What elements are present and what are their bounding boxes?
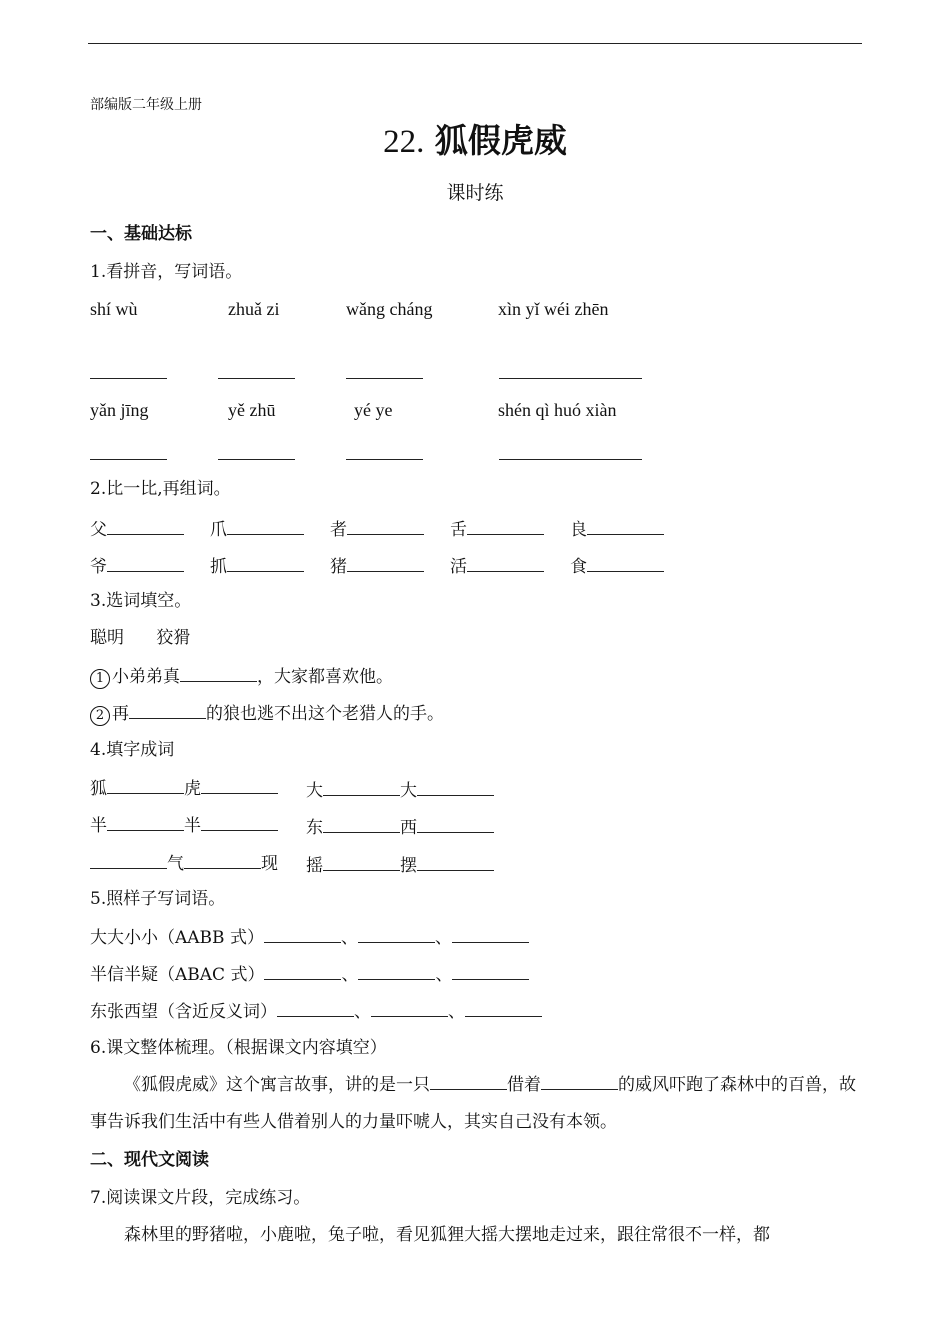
title-text: 狐假虎威 bbox=[434, 121, 567, 160]
header-rule bbox=[88, 43, 862, 44]
compare-item: 爪 bbox=[210, 515, 304, 540]
q3-word-choices: 聪明 狡猾 bbox=[90, 628, 191, 648]
answer-blank[interactable] bbox=[541, 1072, 618, 1090]
answer-blank[interactable] bbox=[90, 851, 167, 869]
answer-blank[interactable] bbox=[347, 517, 424, 535]
answer-blank[interactable] bbox=[465, 999, 542, 1017]
answer-blank[interactable] bbox=[264, 962, 341, 980]
answer-blank[interactable] bbox=[107, 776, 184, 794]
answer-blank[interactable] bbox=[358, 925, 435, 943]
pinyin-8: shén qì huó xiàn bbox=[498, 400, 617, 420]
q4-row-3: 气 现 bbox=[90, 851, 278, 875]
q6-paragraph: 《狐假虎威》这个寓言故事，讲的是一只 借着 的威风吓跑了森林中的百兽，故事告诉我们生活中有些人借着别人的力量吓唬人，其实自己没有本领。 bbox=[90, 1067, 862, 1141]
answer-blank[interactable] bbox=[430, 1072, 507, 1090]
q6-label: 6.课文整体梳理。（根据课文内容填空） bbox=[90, 1038, 387, 1058]
pinyin-3: wǎng cháng bbox=[346, 299, 433, 319]
q5-item-3: 东张西望（含近反义词） 、 、 bbox=[90, 999, 542, 1023]
q3-item-2: 2 再 的狼也逃不出这个老猎人的手。 bbox=[90, 701, 444, 726]
page-subtitle: 课时练 bbox=[446, 182, 504, 204]
section1-heading: 一、基础达标 bbox=[90, 224, 192, 244]
answer-blank[interactable] bbox=[323, 815, 400, 833]
compare-item: 父 bbox=[90, 515, 184, 540]
answer-blank[interactable] bbox=[346, 459, 423, 460]
compare-item: 舌 bbox=[450, 515, 544, 540]
answer-blank[interactable] bbox=[201, 813, 278, 831]
page-title bbox=[0, 120, 950, 163]
answer-blank[interactable] bbox=[346, 378, 423, 379]
q3-item-1: 1 小弟弟真 ，大家都喜欢他。 bbox=[90, 664, 393, 689]
q7-label: 7.阅读课文片段，完成练习。 bbox=[90, 1188, 311, 1208]
answer-blank[interactable] bbox=[180, 664, 257, 682]
q5-label: 5.照样子写词语。 bbox=[90, 889, 226, 909]
answer-blank[interactable] bbox=[218, 378, 295, 379]
answer-blank[interactable] bbox=[452, 925, 529, 943]
pinyin-1: shí wù bbox=[90, 299, 138, 319]
compare-item: 活 bbox=[450, 552, 544, 577]
answer-blank[interactable] bbox=[201, 776, 278, 794]
answer-blank[interactable] bbox=[184, 851, 261, 869]
q4-row-2: 半 半 bbox=[90, 813, 278, 837]
q4-row-1: 狐 虎 bbox=[90, 776, 278, 800]
pinyin-2: zhuǎ zi bbox=[228, 299, 280, 319]
circled-number: 2 bbox=[90, 706, 110, 726]
answer-blank[interactable] bbox=[107, 517, 184, 535]
q4-label: 4.填字成词 bbox=[90, 740, 175, 760]
title-number: 22. bbox=[383, 124, 425, 160]
q5-item-2: 半信半疑（ABAC 式） 、 、 bbox=[90, 962, 529, 986]
answer-blank[interactable] bbox=[107, 813, 184, 831]
answer-blank[interactable] bbox=[499, 378, 642, 379]
answer-blank[interactable] bbox=[587, 517, 664, 535]
answer-blank[interactable] bbox=[587, 554, 664, 572]
compare-item: 者 bbox=[330, 515, 424, 540]
compare-item: 猪 bbox=[330, 552, 424, 577]
pinyin-6: yě zhū bbox=[228, 400, 276, 420]
circled-number: 1 bbox=[90, 669, 110, 689]
answer-blank[interactable] bbox=[107, 554, 184, 572]
pinyin-7: yé ye bbox=[354, 400, 393, 420]
q4-row-1b: 大 大 bbox=[306, 776, 494, 801]
compare-item: 爷 bbox=[90, 552, 184, 577]
answer-blank[interactable] bbox=[227, 554, 304, 572]
answer-blank[interactable] bbox=[90, 459, 167, 460]
q2-label: 2.比一比,再组词。 bbox=[90, 479, 231, 499]
edition-label: 部编版二年级上册 bbox=[90, 97, 202, 113]
answer-blank[interactable] bbox=[417, 853, 494, 871]
q7-passage: 森林里的野猪啦，小鹿啦，兔子啦，看见狐狸大摇大摆地走过来，跟往常很不一样，都 bbox=[124, 1225, 770, 1245]
section2-heading: 二、现代文阅读 bbox=[90, 1150, 209, 1170]
q5-item-1: 大大小小（AABB 式） 、 、 bbox=[90, 925, 529, 949]
answer-blank[interactable] bbox=[417, 815, 494, 833]
answer-blank[interactable] bbox=[467, 517, 544, 535]
answer-blank[interactable] bbox=[417, 778, 494, 796]
answer-blank[interactable] bbox=[323, 778, 400, 796]
answer-blank[interactable] bbox=[467, 554, 544, 572]
answer-blank[interactable] bbox=[264, 925, 341, 943]
pinyin-4: xìn yǐ wéi zhēn bbox=[498, 299, 609, 319]
answer-blank[interactable] bbox=[277, 999, 354, 1017]
q4-row-2b: 东 西 bbox=[306, 813, 494, 838]
answer-blank[interactable] bbox=[452, 962, 529, 980]
pinyin-5: yǎn jīng bbox=[90, 400, 149, 420]
compare-item: 抓 bbox=[210, 552, 304, 577]
answer-blank[interactable] bbox=[218, 459, 295, 460]
q3-label: 3.选词填空。 bbox=[90, 591, 192, 611]
q4-row-3b: 摇 摆 bbox=[306, 851, 494, 876]
answer-blank[interactable] bbox=[499, 459, 642, 460]
answer-blank[interactable] bbox=[371, 999, 448, 1017]
answer-blank[interactable] bbox=[129, 701, 206, 719]
answer-blank[interactable] bbox=[347, 554, 424, 572]
compare-item: 良 bbox=[570, 515, 664, 540]
compare-item: 食 bbox=[570, 552, 664, 577]
answer-blank[interactable] bbox=[227, 517, 304, 535]
answer-blank[interactable] bbox=[90, 378, 167, 379]
answer-blank[interactable] bbox=[358, 962, 435, 980]
answer-blank[interactable] bbox=[323, 853, 400, 871]
q1-label: 1.看拼音，写词语。 bbox=[90, 262, 243, 282]
